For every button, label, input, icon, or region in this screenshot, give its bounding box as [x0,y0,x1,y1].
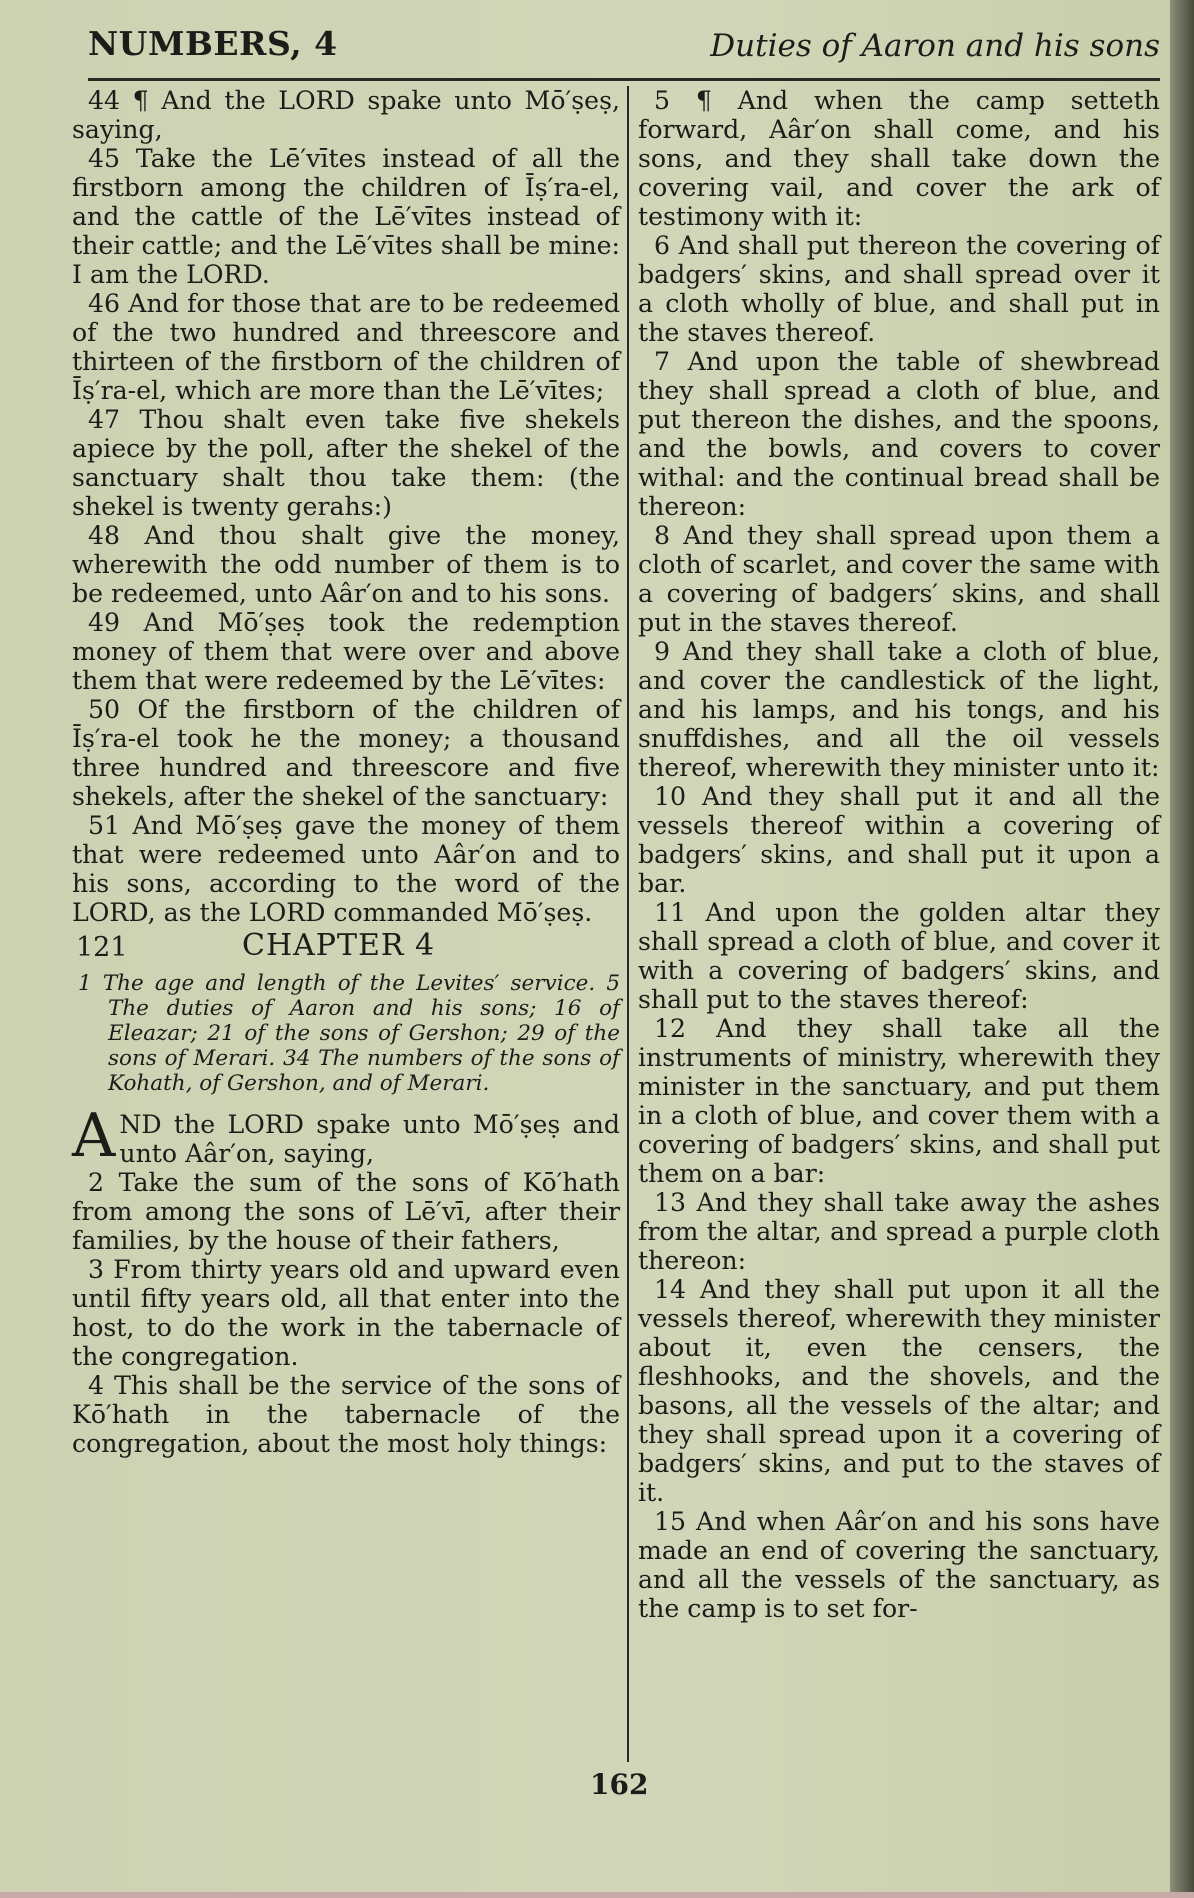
verse-9: 9 And they shall take a cloth of blue, and cover the candlestick of the light, and his lamps, and his tongs, and his snuffdishes, and all the oil vessels thereof, wherewith they minister unto it: [638,637,1160,782]
chapter-summary: 1 The age and length of the Levites′ service. 5 The duties of Aaron and his sons; 16 of Eleazar; 21 of the sons of Gershon; 29 of the sons of Merari. 34 The numbers of the sons of Kohath, of Gershon, and of Merari. [78,971,620,1096]
verse-3: 3 From thirty years old and upward even until fifty years old, all that enter into the host, to do the work in the tabernacle of the congregation. [72,1255,620,1371]
column-divider [627,86,629,1762]
page-edge-shadow [1170,0,1194,1898]
bottom-edge [0,1892,1194,1898]
verse-47: 47 Thou shalt even take five shekels apiece by the poll, after the shekel of the sanctuary shalt thou take them: (the shekel is twenty gerahs:) [72,405,620,521]
verse-45: 45 Take the Lē′vītes instead of all the firstborn among the children of Īṣ′ra-el, and the cattle of the Lē′vītes instead of their cattle; and the Lē′vītes shall be mine: I am the LORD. [72,144,620,289]
page-number: 162 [590,1768,649,1801]
page-header [88,24,1160,68]
chapter-title: CHAPTER 4 [242,928,436,963]
chapter-heading [72,928,620,967]
drop-cap: A [72,1101,116,1171]
right-column [638,86,1160,1623]
chapter-reference-number: 121 [76,932,128,963]
left-column [72,86,620,1458]
verse-51: 51 And Mō′ṣeṣ gave the money of them that were redeemed unto Aâr′on and to his sons, according to the word of the LORD, as the LORD commanded Mō′ṣeṣ. [72,811,620,927]
verse-50: 50 Of the firstborn of the children of Īṣ′ra-el took he the money; a thousand three hundred and threescore and five shekels, after the shekel of the sanctuary: [72,695,620,811]
verse-2: 2 Take the sum of the sons of Kō′hath from among the sons of Lē′vī, after their families, by the house of their fathers, [72,1168,620,1255]
verse-12: 12 And they shall take all the instruments of ministry, wherewith they minister in the sanctuary, and put them in a cloth of blue, and cover them with a covering of badgers′ skins, and shall put them on a bar: [638,1014,1160,1188]
verse-6: 6 And shall put thereon the covering of badgers′ skins, and shall spread over it a cloth wholly of blue, and shall put in the staves thereof. [638,231,1160,347]
verse-44: 44 ¶ And the LORD spake unto Mō′ṣeṣ, saying, [72,86,620,144]
verse-14: 14 And they shall put upon it all the vessels thereof, wherewith they minister about it, even the censers, the fleshhooks, and the shovels, and the basons, all the vessels of the altar; and they shall spread upon it a covering of badgers′ skins, and put to the staves of it. [638,1275,1160,1507]
section-head: Duties of Aaron and his sons [710,28,1160,64]
verse-8: 8 And they shall spread upon them a cloth of scarlet, and cover the same with a covering of badgers′ skins, and shall put in the staves thereof. [638,521,1160,637]
verse-15: 15 And when Aâr′on and his sons have made an end of covering the sanctuary, and all the vessels of the sanctuary, as the camp is to set for- [638,1507,1160,1623]
verse-1 [72,1101,620,1171]
verse-48: 48 And thou shalt give the money, wherewith the odd number of them is to be redeemed, unto Aâr′on and to his sons. [72,521,620,608]
verse-1-text: ND the LORD spake unto Mō′ṣeṣ and unto Aâr′on, saying, [119,1110,620,1168]
verse-7: 7 And upon the table of shewbread they shall spread a cloth of blue, and put thereon the dishes, and the spoons, and the bowls, and covers to cover withal: and the continual bread shall be thereon: [638,347,1160,521]
verse-10: 10 And they shall put it and all the vessels thereof within a covering of badgers′ skins, and shall put it upon a bar. [638,782,1160,898]
verse-5: 5 ¶ And when the camp setteth forward, Aâr′on shall come, and his sons, and they shall take down the covering vail, and cover the ark of testimony with it: [638,86,1160,231]
verse-13: 13 And they shall take away the ashes from the altar, and spread a purple cloth thereon: [638,1188,1160,1275]
verse-4: 4 This shall be the service of the sons of Kō′hath in the tabernacle of the congregation, about the most holy things: [72,1371,620,1458]
header-rule [88,78,1160,81]
verse-11: 11 And upon the golden altar they shall spread a cloth of blue, and cover it with a covering of badgers′ skins, and shall put to the staves thereof: [638,898,1160,1014]
verse-46: 46 And for those that are to be redeemed of the two hundred and threescore and thirteen of the firstborn of the children of Īṣ′ra-el, which are more than the Lē′vītes; [72,289,620,405]
verse-49: 49 And Mō′ṣeṣ took the redemption money of them that were over and above them that were redeemed by the Lē′vītes: [72,608,620,695]
running-head: NUMBERS, 4 [88,24,338,63]
